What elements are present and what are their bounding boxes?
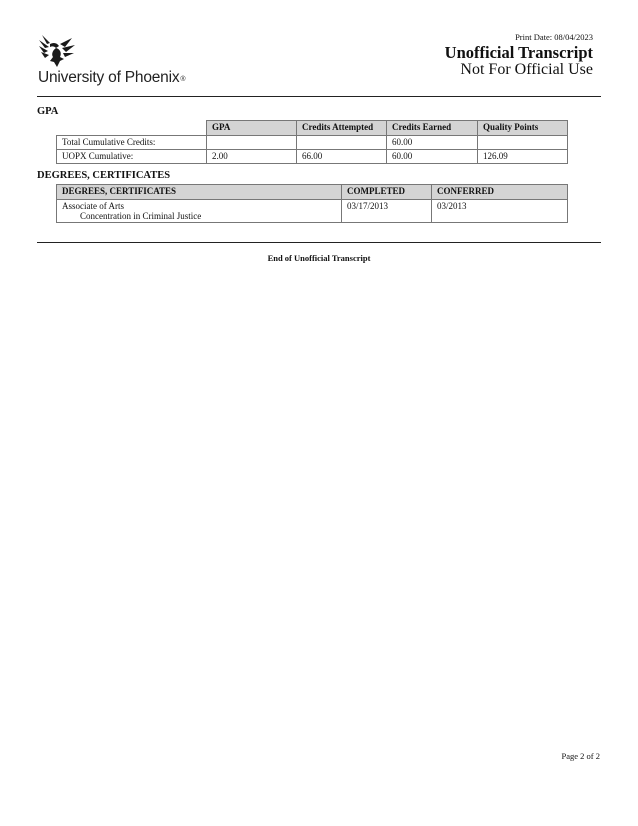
university-logo [38, 34, 198, 88]
quality-points [478, 136, 568, 150]
completed-date: 03/17/2013 [342, 200, 432, 223]
registered-mark: ® [180, 76, 186, 83]
header-divider [37, 96, 601, 97]
document-subtitle: Not For Official Use [460, 61, 593, 78]
degree-cell [57, 200, 342, 223]
degrees-table [56, 184, 568, 223]
page-number: Page 2 of 2 [561, 751, 600, 761]
credits-earned: 60.00 [387, 150, 478, 164]
degree-concentration: Concentration in Criminal Justice [80, 211, 202, 221]
gpa-header-row [57, 121, 568, 136]
credits-attempted: 66.00 [297, 150, 387, 164]
table-row [57, 136, 568, 150]
gpa-value [207, 136, 297, 150]
print-date: Print Date: 08/04/2023 [515, 32, 593, 42]
degrees-header-row [57, 185, 568, 200]
gpa-header-blank [57, 121, 207, 136]
logo-wordmark [38, 69, 185, 87]
gpa-row-label: Total Cumulative Credits: [57, 136, 207, 150]
table-row [57, 200, 568, 223]
credits-earned: 60.00 [387, 136, 478, 150]
degrees-col-completed: COMPLETED [342, 185, 432, 200]
document-title: Unofficial Transcript [444, 43, 593, 62]
end-of-transcript: End of Unofficial Transcript [267, 253, 371, 263]
degrees-col-conferred: CONFERRED [432, 185, 568, 200]
gpa-value: 2.00 [207, 150, 297, 164]
gpa-col-credits-earned: Credits Earned [387, 121, 478, 136]
gpa-col-quality-points: Quality Points [478, 121, 568, 136]
logo-text: University of Phoenix [38, 69, 180, 86]
degree-name: Associate of Arts [62, 201, 124, 211]
credits-attempted [297, 136, 387, 150]
degrees-heading: DEGREES, CERTIFICATES [37, 170, 171, 181]
phoenix-bird-icon [38, 34, 78, 68]
gpa-heading: GPA [37, 106, 59, 117]
gpa-table [56, 120, 568, 164]
document-header [445, 32, 593, 77]
conferred-date: 03/2013 [432, 200, 568, 223]
end-divider [37, 242, 601, 243]
gpa-col-gpa: GPA [207, 121, 297, 136]
gpa-row-label: UOPX Cumulative: [57, 150, 207, 164]
table-row [57, 150, 568, 164]
gpa-col-credits-attempted: Credits Attempted [297, 121, 387, 136]
degrees-col-degree: DEGREES, CERTIFICATES [57, 185, 342, 200]
quality-points: 126.09 [478, 150, 568, 164]
